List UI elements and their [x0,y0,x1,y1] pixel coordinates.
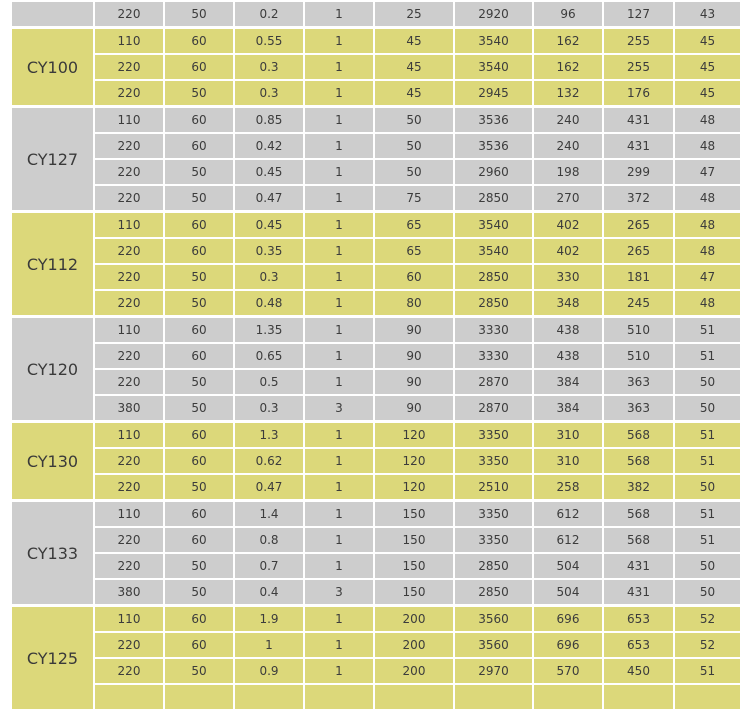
spec-cell: 1 [304,474,374,501]
spec-cell: 0.7 [234,553,304,579]
spec-cell: 438 [533,317,603,344]
spec-cell: 450 [603,658,674,684]
spec-cell: 265 [603,212,674,239]
spec-cell: 3540 [454,54,533,80]
spec-cell [454,684,533,711]
table-row [11,212,741,239]
spec-cell: 653 [603,632,674,658]
spec-cell: 150 [374,579,454,606]
spec-cell: 176 [603,80,674,107]
spec-cell: 2870 [454,395,533,422]
spec-cell: 220 [94,553,164,579]
spec-cell: 50 [674,474,741,501]
spec-cell: 127 [603,1,674,28]
spec-cell: 1 [304,422,374,449]
spec-cell: 75 [374,185,454,212]
spec-cell: 1 [304,369,374,395]
spec-cell: 384 [533,395,603,422]
spec-cell: 3 [304,579,374,606]
model-name-cell: CY120 [11,317,94,422]
spec-cell: 220 [94,264,164,290]
spec-cell: 220 [94,369,164,395]
spec-cell: 2850 [454,185,533,212]
spec-cell: 220 [94,658,164,684]
spec-cell: 504 [533,579,603,606]
spec-cell: 50 [164,290,234,317]
spec-cell: 653 [603,606,674,633]
spec-cell: 0.47 [234,474,304,501]
spec-cell: 1 [304,501,374,528]
spec-cell: 150 [374,501,454,528]
spec-cell: 1 [304,159,374,185]
spec-cell [94,684,164,711]
spec-cell: 120 [374,474,454,501]
spec-cell: 150 [374,527,454,553]
spec-cell: 51 [674,317,741,344]
spec-cell: 65 [374,212,454,239]
spec-cell: 0.48 [234,290,304,317]
spec-cell: 1 [304,606,374,633]
spec-cell: 50 [164,553,234,579]
spec-cell: 1 [304,264,374,290]
spec-table-body [11,1,741,711]
spec-cell: 110 [94,606,164,633]
spec-cell: 363 [603,369,674,395]
spec-cell: 3560 [454,606,533,633]
table-row [11,133,741,159]
spec-cell: 1 [304,28,374,55]
spec-cell: 90 [374,395,454,422]
spec-cell: 45 [674,54,741,80]
spec-cell: 431 [603,553,674,579]
spec-cell: 245 [603,290,674,317]
spec-cell: 110 [94,212,164,239]
spec-cell: 1 [304,317,374,344]
spec-cell: 570 [533,658,603,684]
spec-cell: 1 [304,133,374,159]
spec-cell: 90 [374,317,454,344]
spec-cell [304,684,374,711]
spec-cell: 431 [603,579,674,606]
spec-cell: 696 [533,606,603,633]
spec-cell: 240 [533,133,603,159]
model-name-cell: CY127 [11,107,94,212]
table-row [11,317,741,344]
spec-cell: 50 [164,658,234,684]
spec-cell: 220 [94,290,164,317]
spec-cell: 258 [533,474,603,501]
spec-cell: 60 [164,343,234,369]
table-row [11,395,741,422]
spec-cell: 48 [674,290,741,317]
spec-cell: 1 [304,107,374,134]
table-row [11,474,741,501]
spec-cell: 0.5 [234,369,304,395]
spec-cell: 50 [164,80,234,107]
spec-cell: 363 [603,395,674,422]
spec-cell: 200 [374,606,454,633]
spec-cell: 50 [674,369,741,395]
table-row [11,28,741,55]
spec-cell: 438 [533,343,603,369]
spec-cell: 45 [374,28,454,55]
spec-cell: 50 [674,579,741,606]
spec-cell: 51 [674,422,741,449]
spec-cell: 65 [374,238,454,264]
spec-cell: 0.3 [234,80,304,107]
spec-cell: 2510 [454,474,533,501]
spec-cell: 50 [674,395,741,422]
spec-cell: 50 [374,133,454,159]
spec-cell: 0.4 [234,579,304,606]
spec-cell: 162 [533,54,603,80]
spec-cell: 255 [603,54,674,80]
spec-cell: 90 [374,369,454,395]
table-row [11,107,741,134]
spec-cell: 0.35 [234,238,304,264]
spec-cell: 2920 [454,1,533,28]
spec-cell: 47 [674,264,741,290]
table-row [11,501,741,528]
spec-cell: 60 [164,448,234,474]
spec-cell: 50 [164,159,234,185]
model-name-cell: CY133 [11,501,94,606]
model-name-cell: CY112 [11,212,94,317]
spec-cell: 162 [533,28,603,55]
spec-cell: 60 [164,107,234,134]
spec-cell: 431 [603,107,674,134]
table-row [11,632,741,658]
spec-cell: 402 [533,212,603,239]
spec-cell: 50 [164,369,234,395]
spec-cell: 3560 [454,632,533,658]
table-row [11,606,741,633]
spec-cell: 48 [674,185,741,212]
spec-cell [603,684,674,711]
table-row [11,1,741,28]
spec-cell: 568 [603,448,674,474]
spec-cell: 568 [603,501,674,528]
spec-cell: 60 [164,317,234,344]
spec-cell: 2945 [454,80,533,107]
spec-cell: 0.42 [234,133,304,159]
spec-cell: 3350 [454,501,533,528]
spec-cell: 60 [164,632,234,658]
spec-cell: 2970 [454,658,533,684]
spec-cell: 50 [164,264,234,290]
spec-cell: 568 [603,527,674,553]
table-row [11,238,741,264]
spec-cell: 2850 [454,579,533,606]
spec-cell: 60 [164,606,234,633]
spec-cell: 198 [533,159,603,185]
spec-cell: 1 [304,212,374,239]
model-name-cell [11,1,94,28]
spec-cell: 372 [603,185,674,212]
table-row [11,343,741,369]
spec-cell: 1.9 [234,606,304,633]
spec-cell: 1 [304,448,374,474]
spec-cell: 1 [304,238,374,264]
table-row [11,54,741,80]
spec-cell [164,684,234,711]
spec-cell: 60 [164,133,234,159]
spec-cell: 50 [164,474,234,501]
spec-cell: 265 [603,238,674,264]
model-name-cell: CY100 [11,28,94,107]
spec-cell: 80 [374,290,454,317]
spec-cell: 50 [164,395,234,422]
spec-cell: 51 [674,448,741,474]
spec-cell: 1 [304,1,374,28]
spec-cell: 48 [674,133,741,159]
spec-cell: 1 [304,185,374,212]
spec-cell: 310 [533,448,603,474]
spec-cell: 1 [304,632,374,658]
spec-cell: 3536 [454,133,533,159]
spec-cell: 2850 [454,290,533,317]
spec-cell: 2960 [454,159,533,185]
spec-cell: 310 [533,422,603,449]
spec-cell: 380 [94,395,164,422]
table-row [11,159,741,185]
spec-cell: 220 [94,448,164,474]
spec-cell: 3350 [454,448,533,474]
table-row [11,422,741,449]
spec-cell: 52 [674,632,741,658]
spec-cell: 0.3 [234,54,304,80]
spec-cell: 110 [94,501,164,528]
spec-cell: 45 [374,54,454,80]
spec-cell: 60 [164,238,234,264]
spec-cell [374,684,454,711]
spec-cell: 0.3 [234,264,304,290]
model-name-cell: CY130 [11,422,94,501]
spec-cell: 510 [603,317,674,344]
spec-cell: 200 [374,658,454,684]
spec-cell: 3330 [454,317,533,344]
spec-cell: 60 [374,264,454,290]
spec-cell: 2850 [454,264,533,290]
spec-cell: 120 [374,422,454,449]
spec-cell: 25 [374,1,454,28]
spec-cell: 220 [94,185,164,212]
spec-cell: 3540 [454,28,533,55]
spec-cell: 270 [533,185,603,212]
table-row [11,369,741,395]
spec-cell: 0.55 [234,28,304,55]
spec-cell: 220 [94,238,164,264]
spec-cell: 348 [533,290,603,317]
spec-cell: 96 [533,1,603,28]
spec-cell: 45 [374,80,454,107]
spec-cell: 150 [374,553,454,579]
spec-cell: 696 [533,632,603,658]
spec-cell: 110 [94,107,164,134]
table-row [11,658,741,684]
spec-cell: 48 [674,212,741,239]
spec-cell: 3350 [454,527,533,553]
spec-cell: 60 [164,28,234,55]
spec-cell: 382 [603,474,674,501]
spec-cell: 220 [94,54,164,80]
spec-cell: 50 [374,159,454,185]
spec-cell: 60 [164,527,234,553]
spec-cell: 3 [304,395,374,422]
spec-cell: 220 [94,343,164,369]
spec-cell: 2850 [454,553,533,579]
spec-cell: 2870 [454,369,533,395]
spec-cell: 60 [164,212,234,239]
spec-cell: 3330 [454,343,533,369]
table-row [11,80,741,107]
spec-table [10,0,742,712]
model-name-cell: CY125 [11,606,94,711]
spec-cell: 51 [674,658,741,684]
spec-cell [234,684,304,711]
spec-cell: 48 [674,238,741,264]
spec-cell: 110 [94,28,164,55]
spec-cell: 330 [533,264,603,290]
spec-cell: 1.35 [234,317,304,344]
spec-cell: 220 [94,80,164,107]
table-row [11,185,741,212]
spec-cell: 0.2 [234,1,304,28]
spec-cell: 220 [94,159,164,185]
spec-cell: 1 [304,80,374,107]
spec-cell: 51 [674,501,741,528]
spec-cell: 60 [164,54,234,80]
spec-cell: 1.3 [234,422,304,449]
spec-cell: 0.62 [234,448,304,474]
spec-cell: 200 [374,632,454,658]
spec-cell: 612 [533,501,603,528]
spec-cell: 0.85 [234,107,304,134]
spec-cell: 0.45 [234,159,304,185]
spec-cell: 220 [94,527,164,553]
spec-cell: 568 [603,422,674,449]
table-row [11,684,741,711]
spec-cell: 1 [304,553,374,579]
spec-cell: 220 [94,474,164,501]
spec-cell: 3536 [454,107,533,134]
spec-cell: 3540 [454,212,533,239]
spec-cell: 60 [164,422,234,449]
spec-cell: 504 [533,553,603,579]
spec-cell: 240 [533,107,603,134]
spec-cell: 1 [234,632,304,658]
spec-cell: 45 [674,28,741,55]
spec-cell: 50 [164,1,234,28]
spec-cell: 431 [603,133,674,159]
spec-cell: 110 [94,422,164,449]
table-row [11,264,741,290]
spec-cell: 43 [674,1,741,28]
spec-cell: 60 [164,501,234,528]
table-row [11,579,741,606]
spec-cell: 1.4 [234,501,304,528]
spec-cell: 50 [674,553,741,579]
table-row [11,553,741,579]
spec-table-container [10,0,740,712]
spec-cell: 1 [304,54,374,80]
spec-cell: 0.9 [234,658,304,684]
spec-cell [533,684,603,711]
spec-cell: 181 [603,264,674,290]
spec-cell: 1 [304,290,374,317]
spec-cell: 0.45 [234,212,304,239]
spec-cell: 255 [603,28,674,55]
spec-cell: 48 [674,107,741,134]
spec-cell: 220 [94,1,164,28]
spec-cell: 50 [164,579,234,606]
spec-cell: 50 [374,107,454,134]
table-row [11,527,741,553]
spec-cell: 120 [374,448,454,474]
spec-cell: 402 [533,238,603,264]
spec-cell: 0.65 [234,343,304,369]
spec-cell: 1 [304,658,374,684]
table-row [11,290,741,317]
spec-cell [674,684,741,711]
spec-cell: 45 [674,80,741,107]
spec-cell: 50 [164,185,234,212]
spec-cell: 220 [94,133,164,159]
spec-cell: 612 [533,527,603,553]
spec-cell: 1 [304,527,374,553]
spec-cell: 220 [94,632,164,658]
spec-cell: 0.3 [234,395,304,422]
spec-cell: 47 [674,159,741,185]
spec-cell: 1 [304,343,374,369]
spec-cell: 132 [533,80,603,107]
table-row [11,448,741,474]
spec-cell: 0.8 [234,527,304,553]
spec-cell: 51 [674,343,741,369]
spec-cell: 0.47 [234,185,304,212]
spec-cell: 510 [603,343,674,369]
spec-cell: 51 [674,527,741,553]
spec-cell: 3350 [454,422,533,449]
spec-cell: 380 [94,579,164,606]
spec-cell: 52 [674,606,741,633]
spec-cell: 3540 [454,238,533,264]
spec-cell: 299 [603,159,674,185]
spec-cell: 110 [94,317,164,344]
spec-cell: 90 [374,343,454,369]
spec-cell: 384 [533,369,603,395]
